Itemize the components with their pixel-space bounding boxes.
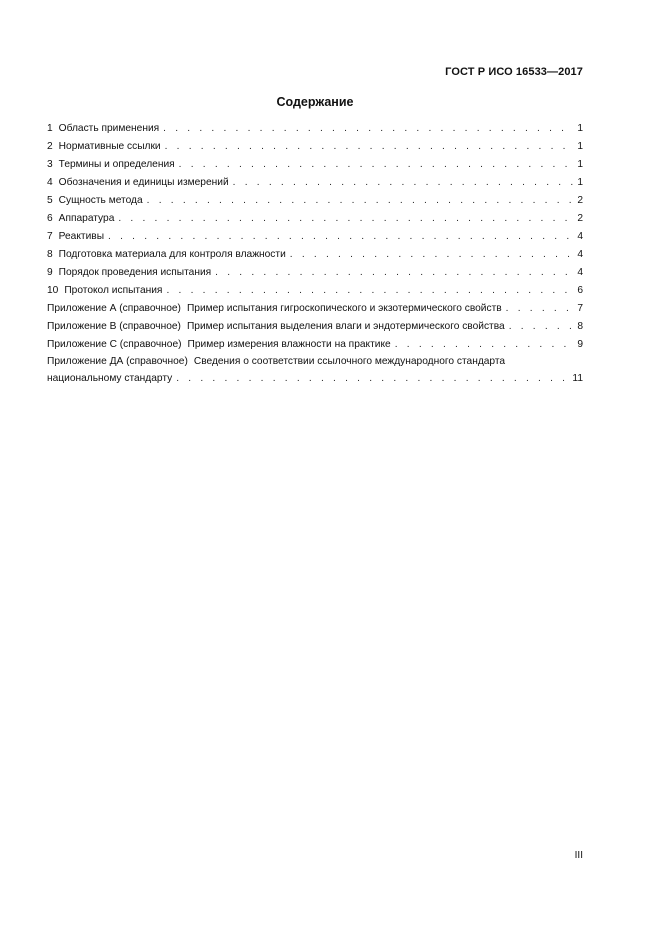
toc-entry — [47, 192, 583, 210]
toc-entry-page: 1 — [577, 177, 583, 188]
toc-entry — [47, 174, 583, 192]
appendix-label: Приложение С (справочное) — [47, 339, 182, 350]
toc-entry — [47, 120, 583, 138]
toc-entry-number: 3 — [47, 159, 53, 170]
toc-entry-title: Обозначения и единицы измерений — [58, 177, 229, 188]
toc-entry — [47, 228, 583, 246]
dot-leader — [179, 156, 573, 174]
toc-appendix-entry — [47, 354, 583, 370]
dot-leader — [166, 282, 573, 300]
appendix-title: Пример измерения влажности на практике — [187, 339, 391, 350]
toc-entry — [47, 138, 583, 156]
dot-leader — [165, 138, 573, 156]
appendix-page: 8 — [577, 321, 583, 332]
toc-entry-number: 4 — [47, 177, 53, 188]
appendix-page: 7 — [577, 303, 583, 314]
toc-entry-title: Область применения — [58, 123, 160, 134]
appendix-label: Приложение В (справочное) — [47, 321, 181, 332]
toc-entry-page: 4 — [577, 231, 583, 242]
toc-entry — [47, 210, 583, 228]
toc-entry-number: 10 — [47, 285, 59, 296]
appendix-title: Пример испытания выделения влаги и эндотермического свойства — [186, 321, 505, 332]
toc-entry-number: 8 — [47, 249, 53, 260]
toc-appendix-entry-continuation — [47, 370, 583, 388]
toc-entry-title: Аппаратура — [58, 213, 115, 224]
appendix-title: Пример испытания гигроскопического и экзотермического свойств — [186, 303, 502, 314]
toc-entry-number: 9 — [47, 267, 53, 278]
toc-title: Содержание — [276, 95, 354, 109]
toc-appendix-entry — [47, 336, 583, 354]
dot-leader — [506, 300, 573, 318]
appendix-title: Сведения о соответствии ссылочного международного стандарта — [193, 356, 506, 367]
toc-entry-page: 1 — [577, 159, 583, 170]
toc-entry-title: Протокол испытания — [64, 285, 163, 296]
dot-leader — [215, 264, 573, 282]
toc-entry-page: 6 — [577, 285, 583, 296]
toc-entry — [47, 264, 583, 282]
dot-leader — [176, 370, 570, 388]
toc-entry-title: Реактивы — [58, 231, 105, 242]
dot-leader — [395, 336, 573, 354]
table-of-contents — [47, 120, 583, 388]
dot-leader — [108, 228, 573, 246]
dot-leader — [290, 246, 573, 264]
appendix-page: 9 — [577, 339, 583, 350]
toc-entry-title: Подготовка материала для контроля влажности — [58, 249, 286, 260]
dot-leader — [509, 318, 573, 336]
toc-entry — [47, 246, 583, 264]
toc-entry-number: 2 — [47, 141, 53, 152]
dot-leader — [163, 120, 573, 138]
toc-entry-title: Термины и определения — [58, 159, 175, 170]
toc-entry-number: 6 — [47, 213, 53, 224]
toc-entry-title: Сущность метода — [58, 195, 143, 206]
toc-entry-page: 1 — [577, 141, 583, 152]
toc-entry-page: 1 — [577, 123, 583, 134]
toc-appendix-entry — [47, 318, 583, 336]
dot-leader — [147, 192, 573, 210]
page-number: III — [574, 850, 583, 861]
toc-entry-page: 2 — [577, 195, 583, 206]
appendix-label: Приложение А (справочное) — [47, 303, 181, 314]
toc-entry-number: 7 — [47, 231, 53, 242]
appendix-label: Приложение ДА (справочное) — [47, 356, 188, 367]
dot-leader — [233, 174, 573, 192]
toc-entry-page: 4 — [577, 249, 583, 260]
toc-entry-title: Порядок проведения испытания — [58, 267, 212, 278]
toc-entry — [47, 282, 583, 300]
toc-entry-page: 4 — [577, 267, 583, 278]
dot-leader — [118, 210, 573, 228]
appendix-title-continuation: национальному стандарту — [47, 373, 173, 384]
appendix-page: 11 — [572, 373, 583, 384]
toc-appendix-entry — [47, 300, 583, 318]
document-header: ГОСТ Р ИСО 16533—2017 — [445, 66, 583, 78]
toc-entry — [47, 156, 583, 174]
toc-entry-number: 1 — [47, 123, 53, 134]
toc-entry-page: 2 — [577, 213, 583, 224]
toc-entry-title: Нормативные ссылки — [58, 141, 161, 152]
toc-entry-number: 5 — [47, 195, 53, 206]
